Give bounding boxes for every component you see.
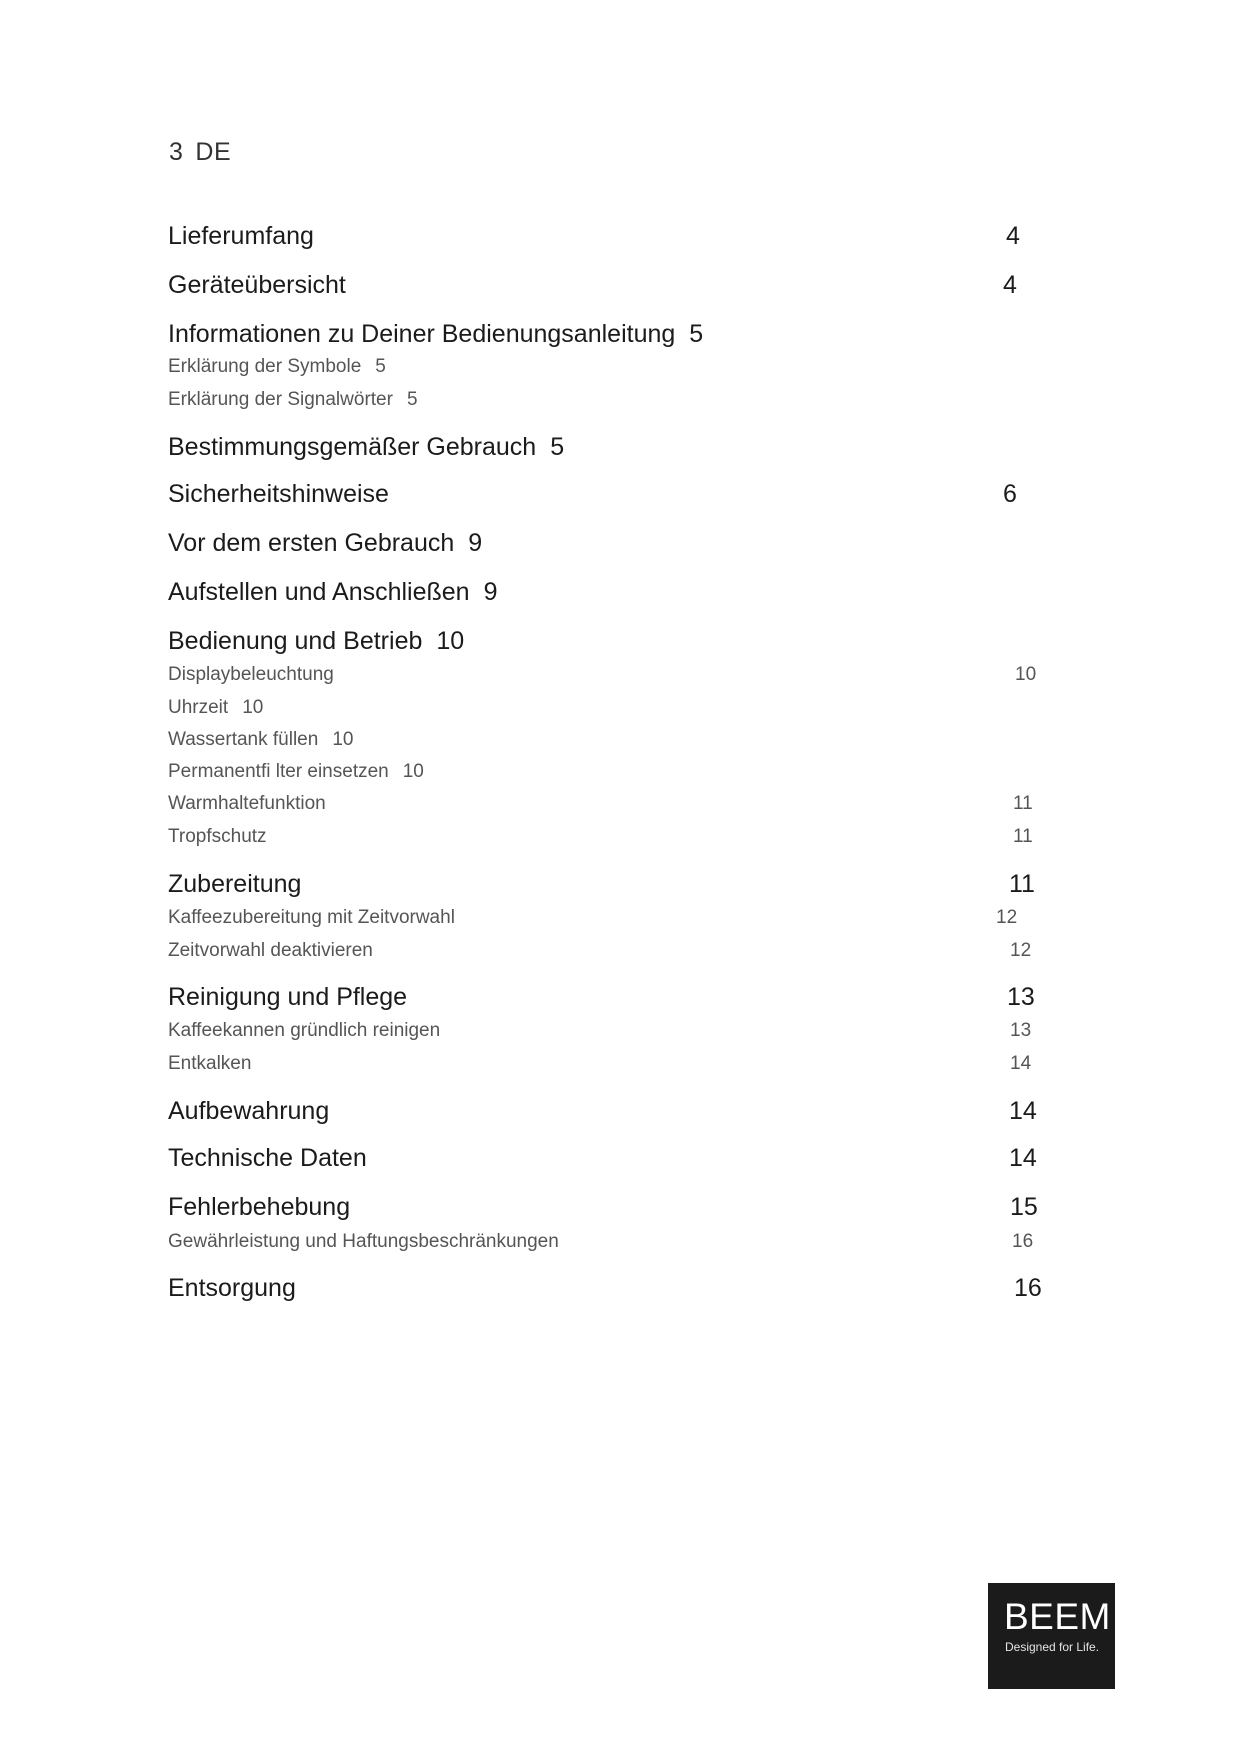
toc-subentry-page: 14: [1010, 1053, 1032, 1074]
toc-entry-title: Vor dem ersten Gebrauch: [168, 529, 455, 557]
toc-entry-reinigung[interactable]: [168, 983, 407, 1012]
toc-entry-title: Bedienung und Betrieb: [168, 627, 423, 655]
toc-entry-title: Aufbewahrung: [168, 1097, 330, 1125]
toc-entry-title: Bestimmungsgemäßer Gebrauch: [168, 433, 537, 461]
language-code: DE: [195, 138, 232, 166]
toc-subentry-page: 10: [242, 697, 264, 718]
toc-entry-vor-gebrauch[interactable]: [168, 529, 482, 558]
toc-entry-informationen[interactable]: [168, 320, 703, 349]
toc-entry-page: 11: [1009, 870, 1035, 898]
toc-subentry-kaffeekannen[interactable]: [168, 1020, 440, 1042]
toc-entry-page: 10: [436, 627, 465, 655]
toc-subentry-title: Kaffeekannen gründlich reinigen: [168, 1020, 441, 1041]
toc-entry-lieferumfang[interactable]: [168, 222, 314, 251]
toc-entry-entsorgung[interactable]: [168, 1274, 296, 1303]
toc-entry-title: Lieferumfang: [168, 222, 314, 250]
toc-subentry-permanentfilter[interactable]: [168, 761, 424, 783]
toc-subentry-title: Uhrzeit: [168, 697, 229, 718]
toc-subentry-page: 5: [406, 389, 418, 410]
toc-subentry-page: 13: [1010, 1020, 1032, 1041]
toc-entry-title: Geräteübersicht: [168, 271, 346, 299]
toc-subentry-warmhaltefunktion[interactable]: [168, 793, 326, 815]
toc-entry-technische-daten[interactable]: [168, 1144, 367, 1173]
toc-subentry-page: 11: [1013, 826, 1033, 847]
toc-subentry-title: Wassertank füllen: [168, 729, 319, 750]
toc-entry-bestimmung[interactable]: [168, 433, 564, 462]
toc-subentry-page: 5: [375, 356, 386, 377]
toc-subentry-tropfschutz[interactable]: [168, 826, 267, 848]
toc-subentry-page: 16: [1012, 1231, 1034, 1252]
toc-subentry-title: Displaybeleuchtung: [168, 664, 334, 685]
toc-subentry-page: 12: [1010, 940, 1032, 961]
toc-entry-page: 5: [689, 320, 704, 348]
toc-subentry-title: Zeitvorwahl deaktivieren: [168, 940, 373, 961]
toc-entry-title: Informationen zu Deiner Bedienungsanleitung: [168, 320, 676, 348]
toc-subentry-zeitvorwahl-deaktivieren[interactable]: [168, 940, 373, 962]
toc-subentry-title: Erklärung der Signalwörter: [168, 389, 393, 410]
toc-entry-page: 5: [550, 433, 565, 461]
toc-entry-page: 9: [468, 529, 483, 557]
toc-entry-title: Sicherheitshinweise: [168, 480, 389, 508]
page-header: [169, 138, 231, 167]
toc-subentry-wassertank[interactable]: [168, 729, 353, 751]
toc-entry-page: 16: [1014, 1274, 1042, 1302]
toc-subentry-title: Permanentfi lter einsetzen: [168, 761, 389, 782]
toc-entry-fehlerbehebung[interactable]: [168, 1193, 350, 1222]
toc-entry-aufbewahrung[interactable]: [168, 1097, 329, 1126]
toc-subentry-page: 10: [1015, 664, 1037, 685]
toc-subentry-symbole[interactable]: [168, 356, 386, 378]
toc-subentry-title: Gewährleistung und Haftungsbeschränkungen: [168, 1231, 559, 1252]
toc-subentry-uhrzeit[interactable]: [168, 697, 263, 719]
toc-subentry-title: Erklärung der Symbole: [168, 356, 362, 377]
toc-subentry-title: Tropfschutz: [168, 826, 267, 847]
toc-entry-geraeteuebersicht[interactable]: [168, 271, 346, 300]
page-number: 3: [169, 138, 184, 166]
toc-subentry-title: Entkalken: [168, 1053, 252, 1074]
toc-entry-page: 4: [1003, 271, 1017, 299]
toc-entry-page: 14: [1009, 1144, 1037, 1172]
toc-subentry-entkalken[interactable]: [168, 1053, 251, 1075]
brand-logo: [988, 1583, 1115, 1689]
toc-entry-aufstellen[interactable]: [168, 578, 498, 607]
toc-entry-title: Fehlerbehebung: [168, 1193, 351, 1221]
toc-subentry-page: 10: [402, 761, 424, 782]
toc-entry-title: Reinigung und Pflege: [168, 983, 408, 1011]
toc-subentry-gewaehrleistung[interactable]: [168, 1231, 559, 1253]
toc-subentry-kaffeezubereitung[interactable]: [168, 907, 455, 929]
toc-entry-sicherheit[interactable]: [168, 480, 389, 509]
toc-subentry-displaybeleuchtung[interactable]: [168, 664, 334, 686]
toc-entry-zubereitung[interactable]: [168, 870, 301, 899]
toc-subentry-title: Kaffeezubereitung mit Zeitvorwahl: [168, 907, 455, 928]
brand-name: BEEM: [1004, 1596, 1111, 1637]
toc-subentry-title: Warmhaltefunktion: [168, 793, 326, 814]
toc-subentry-page: 11: [1013, 793, 1033, 814]
toc-entry-page: 13: [1007, 983, 1035, 1011]
toc-entry-page: 9: [483, 578, 498, 606]
toc-subentry-page: 12: [996, 907, 1018, 928]
brand-tagline: Designed for Life.: [1005, 1640, 1100, 1654]
toc-entry-title: Zubereitung: [168, 870, 302, 898]
toc-entry-page: 4: [1006, 222, 1020, 250]
toc-entry-title: Aufstellen und Anschließen: [168, 578, 470, 606]
toc-subentry-signalwoerter[interactable]: [168, 389, 418, 411]
toc-entry-bedienung[interactable]: [168, 627, 464, 656]
toc-entry-title: Entsorgung: [168, 1274, 296, 1302]
toc-entry-page: 15: [1010, 1193, 1038, 1221]
toc-entry-title: Technische Daten: [168, 1144, 367, 1172]
toc-entry-page: 14: [1009, 1097, 1037, 1125]
toc-subentry-page: 10: [332, 729, 354, 750]
toc-entry-page: 6: [1003, 480, 1017, 508]
